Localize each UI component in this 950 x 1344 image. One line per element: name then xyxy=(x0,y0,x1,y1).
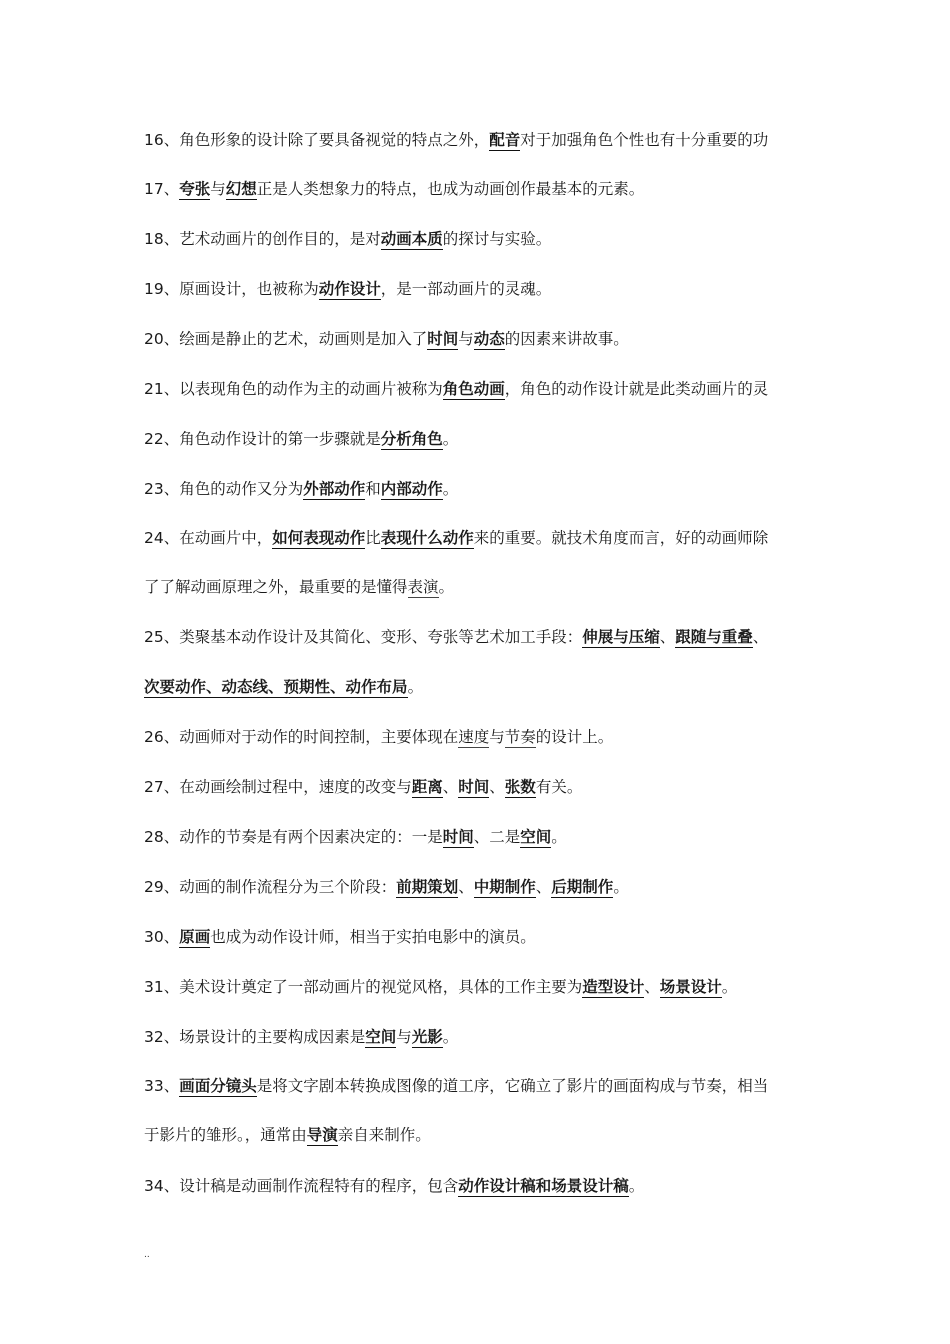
text-line xyxy=(144,576,814,598)
line-text: 。 xyxy=(438,578,455,596)
text-line xyxy=(144,876,814,898)
text-line xyxy=(144,1124,814,1146)
answer-keyword: 前期策划 xyxy=(396,878,459,896)
line-text: 24、在动画片中， xyxy=(144,529,273,547)
answer-keyword: 动作设计稿和场景设计稿 xyxy=(458,1177,629,1195)
line-text: 、 xyxy=(535,878,552,896)
line-text: 与 xyxy=(210,180,226,198)
line-text: 、 xyxy=(644,978,660,996)
line-text: 17、 xyxy=(144,180,180,198)
line-text: 18、艺术动画片的创作目的，是对 xyxy=(144,230,381,248)
line-text: 27、在动画绘制过程中，速度的改变与 xyxy=(144,778,412,796)
text-line xyxy=(144,478,814,500)
line-text: 。 xyxy=(442,430,459,448)
answer-keyword: 空间 xyxy=(365,1028,397,1046)
line-text: 。 xyxy=(628,1177,645,1195)
line-text: 。 xyxy=(551,828,567,846)
line-text: 。 xyxy=(442,1028,459,1046)
answer-keyword: 场景设计 xyxy=(659,978,722,996)
answer-keyword: 动态线、 xyxy=(221,678,284,696)
line-text: 和 xyxy=(365,480,381,498)
underlined-term: 表演 xyxy=(407,578,439,596)
text-line xyxy=(144,228,814,250)
answer-keyword: 表现什么动作 xyxy=(380,529,474,547)
answer-keyword: 距离 xyxy=(411,778,443,796)
line-text: 。 xyxy=(407,678,424,696)
line-text: 34、设计稿是动画制作流程特有的程序，包含 xyxy=(144,1177,459,1195)
answer-keyword: 内部动作 xyxy=(380,480,443,498)
line-text: 31、美术设计奠定了一部动画片的视觉风格，具体的工作主要为 xyxy=(144,978,583,996)
answer-keyword: 时间 xyxy=(442,828,474,846)
answer-keyword: 幻想 xyxy=(225,180,257,198)
line-text: 与 xyxy=(458,330,474,348)
line-text: 是将文字剧本转换成图像的道工序，它确立了影片的画面构成与节奏，相当 xyxy=(256,1077,769,1095)
underlined-term: 速度 xyxy=(458,728,490,746)
line-text: 19、原画设计，也被称为 xyxy=(144,280,319,298)
answer-keyword: 张数 xyxy=(504,778,536,796)
line-text: 、 xyxy=(458,878,474,896)
text-line xyxy=(144,378,814,400)
line-text: 了了解动画原理之外，最重要的是懂得 xyxy=(144,578,408,596)
answer-keyword: 次要动作、 xyxy=(144,678,222,696)
answer-keyword: 原画 xyxy=(179,928,211,946)
line-text: 对于加强角色个性也有十分重要的功 xyxy=(520,131,769,149)
answer-keyword: 画面分镜头 xyxy=(179,1077,257,1095)
line-text: 30、 xyxy=(144,928,180,946)
line-text: 、二是 xyxy=(473,828,521,846)
line-text: 16、角色形象的设计除了要具备视觉的特点之外， xyxy=(144,131,490,149)
line-text: 。 xyxy=(442,480,459,498)
answer-keyword: 配音 xyxy=(489,131,521,149)
line-text: 、 xyxy=(752,628,769,646)
line-text: 亲自来制作。 xyxy=(337,1126,431,1144)
answer-keyword: 动作设计 xyxy=(318,280,381,298)
line-text: 与 xyxy=(489,728,505,746)
answer-keyword: 预期性、 xyxy=(283,678,346,696)
answer-keyword: 空间 xyxy=(520,828,552,846)
text-line xyxy=(144,626,814,648)
answer-keyword: 动作布局 xyxy=(345,678,408,696)
footer-mark: .. xyxy=(144,1250,150,1260)
line-text: 20、绘画是静止的艺术，动画则是加入了 xyxy=(144,330,428,348)
answer-keyword: 外部动作 xyxy=(303,480,366,498)
line-text: 、 xyxy=(442,778,459,796)
answer-keyword: 中期制作 xyxy=(473,878,536,896)
answer-keyword: 光影 xyxy=(411,1028,443,1046)
line-text: 21、以表现角色的动作为主的动画片被称为 xyxy=(144,380,443,398)
line-text: ，角色的动作设计就是此类动画片的灵 xyxy=(504,380,769,398)
answer-keyword: 角色动画 xyxy=(442,380,505,398)
line-text: 23、角色的动作又分为 xyxy=(144,480,304,498)
text-line xyxy=(144,1175,814,1197)
line-text: 与 xyxy=(396,1028,412,1046)
text-line xyxy=(144,428,814,450)
text-line xyxy=(144,129,814,151)
answer-keyword: 后期制作 xyxy=(551,878,614,896)
line-text: 、 xyxy=(489,778,505,796)
line-text: 22、角色动作设计的第一步骤就是 xyxy=(144,430,381,448)
line-text: 33、 xyxy=(144,1077,180,1095)
answer-keyword: 动态 xyxy=(473,330,505,348)
underlined-term: 节奏 xyxy=(504,728,536,746)
line-text: 也成为动作设计师，相当于实拍电影中的演员。 xyxy=(210,928,536,946)
text-line xyxy=(144,328,814,350)
line-text: 于影片的雏形。，通常由 xyxy=(144,1126,307,1144)
text-line xyxy=(144,1026,814,1048)
answer-keyword: 伸展与压缩 xyxy=(582,628,660,646)
answer-keyword: 导演 xyxy=(306,1126,338,1144)
line-text: 的设计上。 xyxy=(535,728,614,746)
text-line xyxy=(144,976,814,998)
text-line xyxy=(144,1075,814,1097)
answer-keyword: 造型设计 xyxy=(582,978,645,996)
line-text: 、 xyxy=(659,628,676,646)
text-line xyxy=(144,676,814,698)
text-line xyxy=(144,826,814,848)
line-text: 有关。 xyxy=(535,778,583,796)
text-line xyxy=(144,726,814,748)
line-text: 25、类聚基本动作设计及其简化、变形、夸张等艺术加工手段： xyxy=(144,628,583,646)
line-text: 28、动作的节奏是有两个因素决定的：一是 xyxy=(144,828,443,846)
answer-keyword: 时间 xyxy=(427,330,459,348)
line-text: 26、动画师对于动作的时间控制，主要体现在 xyxy=(144,728,459,746)
answer-keyword: 跟随与重叠 xyxy=(675,628,753,646)
line-text: ，是一部动画片的灵魂。 xyxy=(380,280,552,298)
line-text: 的因素来讲故事。 xyxy=(504,330,629,348)
line-text: 来的重要。就技术角度而言，好的动画师除 xyxy=(473,529,769,547)
line-text: 比 xyxy=(365,529,381,547)
text-line xyxy=(144,926,814,948)
line-text: 的探讨与实验。 xyxy=(442,230,552,248)
line-text: 。 xyxy=(721,978,738,996)
line-text: 正是人类想象力的特点，也成为动画创作最基本的元素。 xyxy=(256,180,645,198)
answer-keyword: 如何表现动作 xyxy=(272,529,366,547)
text-line xyxy=(144,776,814,798)
text-line xyxy=(144,278,814,300)
answer-keyword: 时间 xyxy=(458,778,490,796)
answer-keyword: 分析角色 xyxy=(380,430,443,448)
text-line xyxy=(144,527,814,549)
line-text: 29、动画的制作流程分为三个阶段： xyxy=(144,878,397,896)
answer-keyword: 动画本质 xyxy=(380,230,443,248)
line-text: 。 xyxy=(613,878,629,896)
line-text: 32、场景设计的主要构成因素是 xyxy=(144,1028,366,1046)
answer-keyword: 夸张 xyxy=(179,180,211,198)
text-line xyxy=(144,178,814,200)
